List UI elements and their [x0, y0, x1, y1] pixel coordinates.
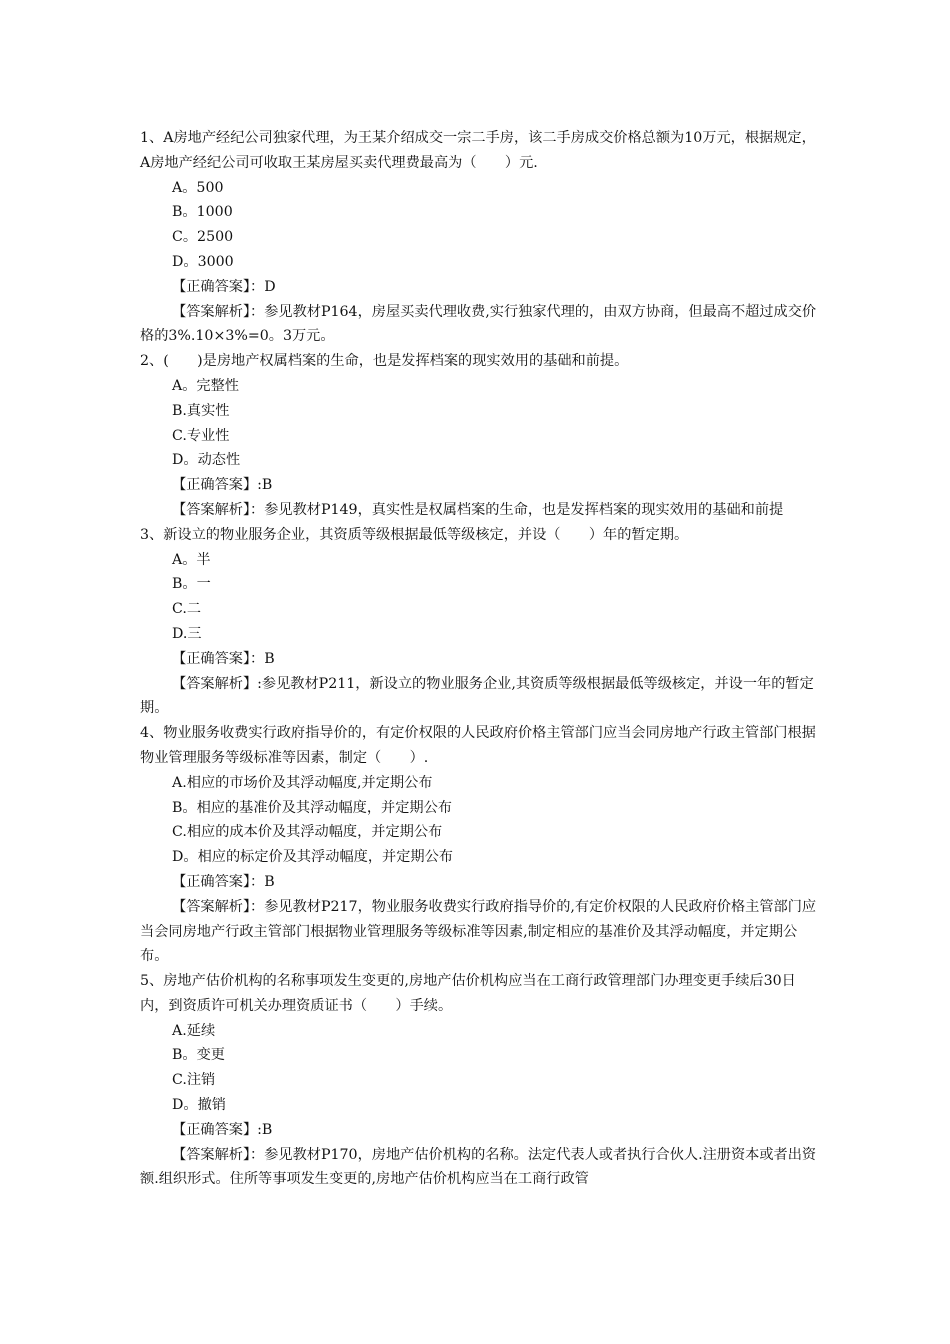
question-stem: 5、房地产估价机构的名称事项发生变更的,房地产估价机构应当在工商行政管理部门办理变更手续后30日内，到资质许可机关办理资质证书（ ）手续。 [140, 973, 796, 1014]
answer-explanation-text: 【答案解析】：参见教材P170，房地产估价机构的名称。法定代表人或者执行合伙人.注册资本或者出资额.组织形式。住所等事项发生变更的,房地产估价机构应当在工商行政管 [140, 1146, 817, 1188]
option-c: C。2500 [172, 229, 234, 246]
correct-answer: 【正确答案】：B [172, 650, 275, 667]
option-d: D。3000 [172, 253, 234, 270]
option-c: C.二 [172, 601, 202, 618]
answer-explanation [140, 1143, 820, 1193]
question-block [140, 349, 820, 523]
answer-explanation-text: 【答案解析】:参见教材P211，新设立的物业服务企业,其资质等级根据最低等级核定，并设一年的暂定期。 [140, 675, 814, 717]
correct-answer: 【正确答案】：D [172, 278, 276, 295]
option-b: B。一 [172, 576, 211, 593]
option-b: B。1000 [172, 204, 233, 221]
answer-explanation-text: 【答案解析】：参见教材P217，物业服务收费实行政府指导价的,有定价权限的人民政府价格主管部门应当会同房地产行政主管部门根据物业管理服务等级标准等因素,制定相应的基准价及其浮动幅度，并定期公布。 [140, 898, 817, 965]
answer-explanation-text: 【答案解析】：参见教材P149，真实性是权属档案的生命，也是发挥档案的现实效用的基础和前提 [172, 501, 784, 518]
option-d: D。相应的标定价及其浮动幅度，并定期公布 [172, 849, 453, 866]
answer-explanation-text: 【答案解析】：参见教材P164，房屋买卖代理收费,实行独家代理的，由双方协商，但最高不超过成交价格的3%.10×3%=0。3万元。 [140, 303, 817, 345]
option-c: C.相应的成本价及其浮动幅度，并定期公布 [172, 824, 443, 841]
question-stem: 3、新设立的物业服务企业，其资质等级根据最低等级核定，并设（ ）年的暂定期。 [140, 526, 689, 543]
option-b: B。变更 [172, 1047, 225, 1064]
question-block [140, 126, 820, 349]
option-a: A。完整性 [172, 377, 239, 394]
correct-answer: 【正确答案】:B [172, 477, 273, 494]
option-d: D。动态性 [172, 452, 241, 469]
correct-answer: 【正确答案】：B [172, 873, 275, 890]
option-a: A.相应的市场价及其浮动幅度,并定期公布 [172, 774, 433, 791]
question-block [140, 969, 820, 1192]
question-stem: 4、物业服务收费实行政府指导价的，有定价权限的人民政府价格主管部门应当会同房地产行政主管部门根据物业管理服务等级标准等因素，制定（ ）. [140, 725, 816, 766]
answer-explanation [140, 498, 820, 523]
option-d: D.三 [172, 625, 202, 642]
question-stem: 2、( )是房地产权属档案的生命，也是发挥档案的现实效用的基础和前提。 [140, 353, 629, 370]
option-b: B。相应的基准价及其浮动幅度，并定期公布 [172, 799, 452, 816]
option-c: C.注销 [172, 1072, 216, 1089]
answer-explanation [140, 300, 820, 350]
question-stem: 1、A房地产经纪公司独家代理，为王某介绍成交一宗二手房，该二手房成交价格总额为10万元，根据规定，A房地产经纪公司可收取王某房屋买卖代理费最高为（ ）元. [140, 130, 816, 171]
correct-answer: 【正确答案】:B [172, 1121, 273, 1138]
option-b: B.真实性 [172, 402, 230, 419]
answer-explanation [140, 672, 820, 722]
document-body [140, 126, 820, 1192]
option-a: A。500 [172, 179, 224, 196]
option-a: A。半 [172, 551, 211, 568]
question-block [140, 523, 820, 721]
answer-explanation [140, 895, 820, 969]
option-d: D。撤销 [172, 1097, 226, 1114]
option-c: C.专业性 [172, 427, 230, 444]
question-block [140, 721, 820, 969]
option-a: A.延续 [172, 1022, 216, 1039]
